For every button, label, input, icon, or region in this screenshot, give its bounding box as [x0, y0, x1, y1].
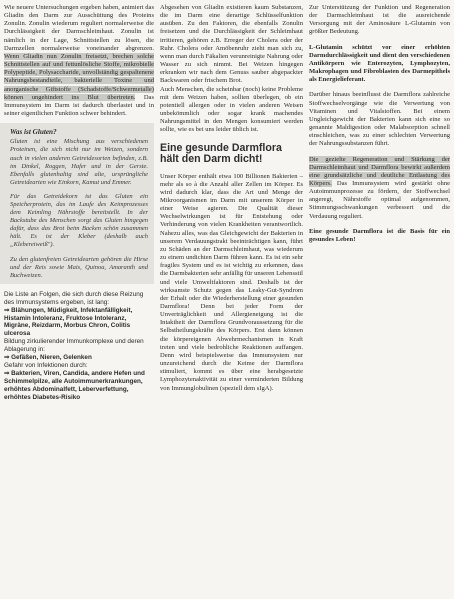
paragraph-glutamin-intro: Zur Unterstützung der Funktion und Regeneration der Darmschleimhaut ist die ausreichende Versorgung mit der Aminosäure L-Glutamin von größter Bedeutung.: [309, 4, 450, 36]
list-item-2: ⇒ Gefäßen, Nieren, Gelenken: [4, 354, 92, 362]
list-item-1: ⇒ Blähungen, Müdigkeit, Infektanfälligkeit, Histamin Intoleranz, Fruktose Intoleranz, Migräne, Reizdarm, Morbus Chron, Colitis ulcerosa: [4, 306, 133, 338]
column-left: [4, 4, 154, 402]
paragraph-stoffwechsel: Darüber hinaus beeinflusst die Darmflora zahlreiche Stoffwechselvorgänge wie die Verwertung von Vitaminen und Vitalstoffen. Bei einem Ungleichgewicht der Bakterien kann sich eine so genannte Maldigestion oder Malabsorption schnell einschleichen, was zu einer schlechten Verwertung der Nahrungssubstanzen führt.: [309, 91, 450, 148]
box-paragraph-3: Zu den glutenfreien Getreidearten gehören die Hirse und der Reis sowie Mais, Quinoa, Amaranth und Buchweizen.: [10, 255, 148, 279]
highlight-zonulin: Wenn Gliadin nun Zonulin freisetzt, brechen solche Schnittstellen auf und fettunlösliche Stoffe, mikrobielle Polypeptide, Polysaccharide, unvollständig gespaltenene Nahrungsbestandteile, bakterielle Toxine und anorganische Giftstoffe (Schadstoffe/Schwermetalle) können ungehindert ins Blut übertreten.: [4, 52, 154, 101]
paragraph-substanzen: Abgesehen von Gliadin existieren kaum Substanzen, die im Darm eine derartige Schlüsselfunktion ausüben. Zu den Faktoren, die ebenfalls Zonulin freisetzen und die Durchlässigkeit der Schleimhaut irritieren, gehören z.B. Erreger der Cholera oder der Ruhr. Cholera oder Amöbenruhr zieht man sich zu, wenn man durch Fäkalien verunreinigte Nahrung oder Wasser zu sich nimmt. Bei Weizen hingegen erkranken wir nach dem Genuss sauber abgepackter Backwaren oder frischem Brot.: [160, 4, 303, 85]
box-paragraph-2: Für das Getreidekorn ist das Gluten ein Speicherprotein, das im Laufe des Keimprozesses dem Keimling Nährstoffe bereitstellt. In der Backstube des Menschen sorgt das Gluten hingegen dafür, dass das Brot beim Backen schön zusammen hält. Es ist der Kleber (deshalb auch „Klebereiweiß").: [10, 192, 148, 249]
arrow-icon: ⇒: [4, 369, 10, 377]
text-immunsystem: Das Immunsystem im Darm ist dadurch überlastet und in seiner eigentlichen Funktion schwer behindert.: [4, 93, 154, 118]
column-middle: [160, 4, 303, 393]
text-zonulin: Wie neuere Untersuchungen ergeben haben, animiert das Gliadin den Darm zur Ausschüttung des Proteins Zonulin. Zonulin wiederum reguliert normalerweise die Durchlässigkeit der Darmschleimhaut. Zonulin ist nämlich in der Lage, Schnittstellen zu lösen, die Darmzellen normalerweise voneinander abgrenzen.: [4, 4, 154, 52]
paragraph-bakterien: Unser Körper enthält etwa 100 Billionen Bakterien – mehr als so à die Anzahl aller Zellen im Körper. Es wird dadurch klar, dass die Art und Menge der Mikroorganismen im Darm mit unserem Körper in einer Weise agieren. Die Qualität dieser Wechselwirkungen ist für Entstehung oder Verhinderung von vielen Krankheiten verantwortlich. Nahezu alles, was das Gleichgewicht der Bakterien in unserem Verdauungstrakt beeinträchtigen kann, führt zu Schäden an der Darmschleimhaut, was wiederum zu einem undichten Darm führen kann. Es ist ein sehr fragiles System und es ist wichtig zu erkennen, dass die Darmbakterien sehr anfällig für unseren Lebensstil und viele Umweltfaktoren sind. Deshalb ist der wirksamste Schutz gegen das Leaky-Gut-Syndrom der Erhalt oder die Wiederherstellung einer gesunden Darmflora! Denn bei jeder Form der Unverträglichkeit und Allergieneigung ist die Intaktheit der Darmflora Grundvoraussetzung für die Selbstheilungskräfte des Körpers. Erst dann können die körpereigenen Abwehrmechanismen in Kraft treten und viele bedrohliche Reaktionen auffangen. Denn wird beispielsweise das Immunsystem nur unzureichend durch die Keime der Darmflora stimuliert, kommt es über eine herabgesetzte Lymphozytenaktivität zu einer verminderten Bildung von Immunglobulinen (speziell dem sIgA).: [160, 172, 303, 392]
arrow-icon: ⇒: [4, 354, 10, 362]
paragraph-zonulin: [4, 4, 154, 118]
box-title: Was ist Gluten?: [10, 128, 57, 137]
list-intro-3: Gefahr von Infektionen durch:: [4, 362, 88, 369]
conclusion-text: Eine gesunde Darmflora ist die Basis für ein gesundes Leben!: [309, 227, 450, 243]
paragraph-menschen: Auch Menschen, die scheinbar (noch) keine Probleme mit dem Weizen haben, sollten überlegen, ob ein potentiell allergen oder in vielen anderen Weisen unbekömmlich oder sogar krank machendes Nahrungsmittel in den Mengen konsumiert werden sollte, wie es bei uns leider üblich ist.: [160, 85, 303, 134]
list-intro: Die Liste an Folgen, die sich durch diese Reizung des Immunsystems ergeben, ist lang:: [4, 290, 144, 306]
text-immunsystem-gestaerkt: Das Immunsystem wird gestärkt ohne Autoimmunprozesse zu fördern, der Stoffwechsel angeregt, Nährstoffe optimal aufgenommen, Stimmungsschwankungen verbessert und die Verdauung reguliert.: [309, 179, 450, 220]
box-paragraph-1: Gluten ist eine Mischung aus verschiedenen Proteinen, die sich nicht nur im Weizen, sondern auch in vielen anderen Getreidesorten befinden, z.B. im Dinkel, Roggen, Hafer und in der Gerste. Ebenfalls glutenhaltig sind alte, ursprüngliche Getreidearten wie Einkorn, Kamut und Emmer.: [10, 138, 148, 186]
list-intro-2: Bildung zirkulierender Immunkomplexe und deren Ablagerung in:: [4, 338, 144, 354]
arrow-icon: ⇒: [4, 306, 10, 314]
column-right: [309, 4, 450, 244]
paragraph-glutamin-bold: L-Glutamin schützt vor einer erhöhten Darmdurchlässigkeit und dient den verschiedenen Antikörpern wie Enterozyten, Lymphozyten, Makrophagen und Fibroblasten des Darmepithels als Energielieferant.: [309, 43, 450, 84]
list-item-3: ⇒ Bakterien, Viren, Candida, andere Hefen und Schimmelpilze, alle Autoimmunerkrankungen, erhöhtes Abdominalfett, Leberverfettung, erhöhtes Diabetes-Risiko: [4, 369, 145, 401]
gluten-info-box: [0, 123, 154, 284]
consequence-list: [4, 291, 154, 402]
section-heading: Eine gesunde Darmflora hält den Darm dicht!: [160, 141, 282, 165]
paragraph-regeneration: [309, 156, 450, 221]
highlight-regeneration: Die gezielte Regeneration und Stärkung der Darmschleimhaut und Darmflora bewirkt außerdem eine grundsätzliche und deutliche Entlastung des Körpers.: [309, 155, 450, 187]
